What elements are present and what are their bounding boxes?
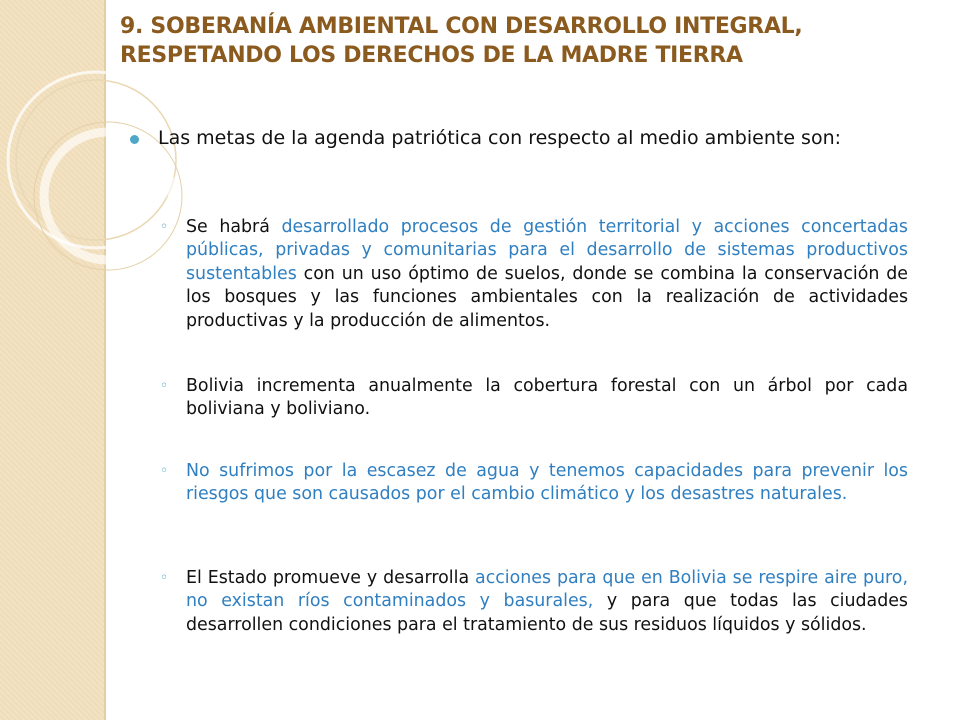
highlighted-text: desarrollado procesos de gestión territorial y acciones concertadas públicas, privadas y comunitarias para el desarrollo de sistemas productivos sustentables	[186, 217, 908, 284]
sub-bullet-text	[186, 216, 908, 333]
text-span: y para que todas las ciudades desarrollen condiciones para el tratamiento de sus residuos líquidos y sólidos.	[186, 591, 908, 635]
text-span: El Estado promueve y desarrolla	[186, 568, 476, 588]
text-span: Se habrá	[186, 217, 282, 237]
main-bullet-text: Las metas de la agenda patriótica con respecto al medio ambiente son:	[158, 127, 842, 149]
ring-bullet-icon: ◦	[160, 219, 169, 235]
ring-bullet-icon: ◦	[160, 378, 169, 394]
sub-bullet-1	[160, 216, 908, 333]
sub-bullet-3	[160, 460, 908, 507]
ring-bullet-icon: ◦	[160, 570, 169, 586]
bullet-dot-icon	[130, 135, 139, 144]
main-bullet	[130, 126, 910, 151]
ring-bullet-icon: ◦	[160, 463, 169, 479]
text-span: Bolivia incrementa anualmente la cobertura forestal con un árbol por cada boliviana y boliviano.	[186, 376, 908, 420]
sub-bullet-4	[160, 567, 908, 637]
sub-bullet-text	[186, 460, 908, 507]
highlighted-text: acciones para que en Bolivia se respire aire puro, no existan ríos contaminados y basurales,	[186, 568, 908, 612]
text-span: con un uso óptimo de suelos, donde se combina la conservación de los bosques y las funciones ambientales con la realización de actividades productivas y la producción de alimentos.	[186, 263, 908, 331]
sub-bullet-2	[160, 375, 908, 422]
slide-title: 9. SOBERANÍA AMBIENTAL CON DESARROLLO INTEGRAL, RESPETANDO LOS DERECHOS DE LA MADRE TIERRA	[120, 14, 803, 68]
sub-bullet-text	[186, 375, 908, 422]
highlighted-text: No sufrimos por la escasez de agua y tenemos capacidades para prevenir los riesgos que son causados por el cambio climático y los desastres naturales.	[186, 461, 908, 505]
sub-bullet-text	[186, 567, 908, 637]
